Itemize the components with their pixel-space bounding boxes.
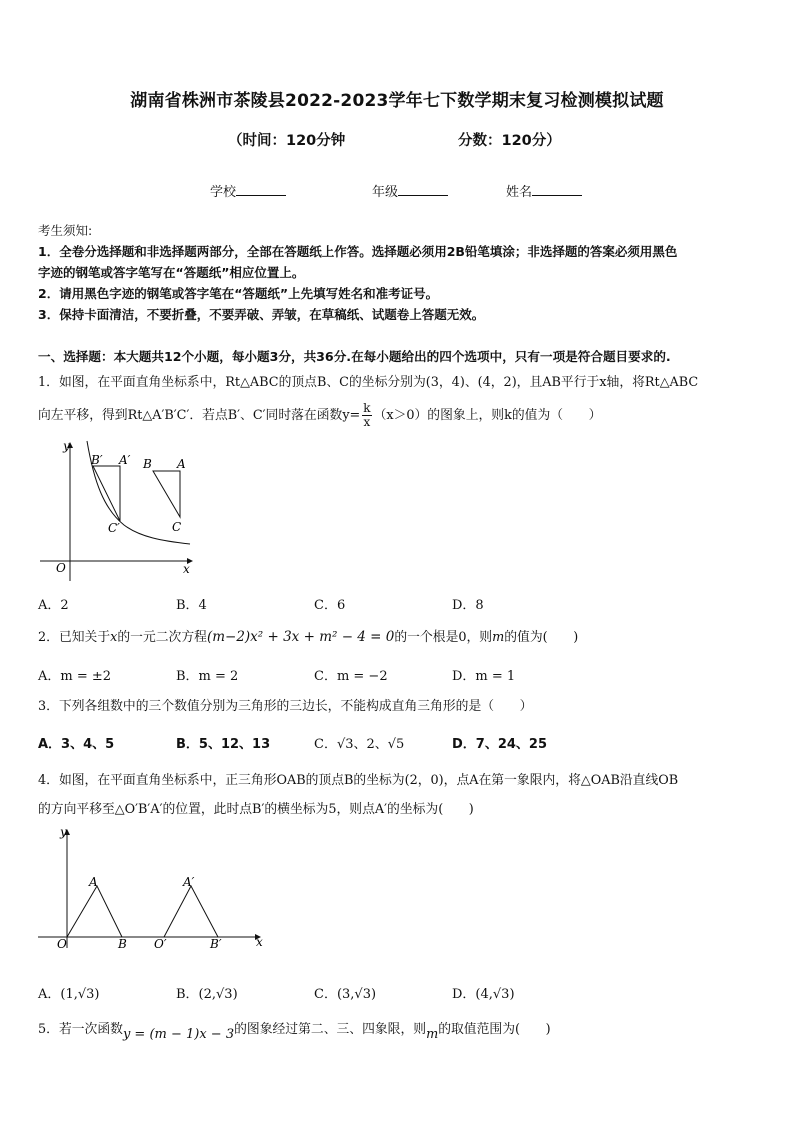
q1-line1: 1．如图，在平面直角坐标系中，Rt△ABC的顶点B、C的坐标分别为(3，4)、(4，2)，且AB平行于x轴，将Rt△ABC bbox=[38, 375, 699, 390]
q5-stem-part: 5．若一次函数 bbox=[38, 1022, 123, 1037]
q4-line1: 4．如图，在平面直角坐标系中，正三角形OAB的顶点B的坐标为(2，0)，点A在第一象限内，将△OAB沿直线OB bbox=[38, 773, 679, 788]
q1-label-x: x bbox=[183, 562, 190, 576]
q1-label-c1: C′ bbox=[108, 521, 120, 535]
name-blank[interactable] bbox=[532, 183, 582, 196]
q1-line2 bbox=[38, 402, 758, 429]
q4-label-a: A bbox=[89, 875, 98, 889]
grade-blank[interactable] bbox=[398, 183, 448, 196]
q4-label-y: y bbox=[60, 825, 67, 839]
q4-option-c[interactable]: C．(3,√3) bbox=[314, 987, 377, 1002]
notice-item: 1．全卷分选择题和非选择题两部分，全部在答题纸上作答。选择题必须用2B铅笔填涂；非选择题的答案必须用黑色 bbox=[38, 244, 678, 259]
name-field bbox=[506, 181, 582, 200]
q4-triangle bbox=[67, 886, 122, 937]
q4-line2: 的方向平移至△O′B′A′的位置，此时点B′的横坐标为5，则点A′的坐标为( ) bbox=[38, 802, 474, 817]
q3-option-b[interactable]: B．5、12、13 bbox=[176, 737, 271, 752]
notice-item: 字迹的钢笔或答字笔写在“答题纸”相应位置上。 bbox=[38, 265, 305, 280]
exam-score: 分数：120分） bbox=[458, 133, 561, 149]
q4-option-b[interactable]: B．(2,√3) bbox=[176, 987, 238, 1002]
notice-block bbox=[38, 220, 758, 325]
q1-label-a1: A′ bbox=[119, 453, 131, 467]
q2-stem-part: 的一个根是0，则 bbox=[394, 630, 493, 645]
q2-option-d[interactable]: D．m = 1 bbox=[452, 669, 516, 684]
notice-heading: 考生须知: bbox=[38, 223, 93, 238]
q4-label-a1: A′ bbox=[183, 875, 195, 889]
q5-equation: y = (m − 1)x − 3 bbox=[122, 1027, 235, 1042]
q4-triangle-prime bbox=[164, 886, 218, 937]
q5-stem-part: 的取值范围为( ) bbox=[438, 1022, 551, 1037]
notice-item: 3．保持卡面清洁，不要折叠，不要弄破、弄皱，在草稿纸、试题卷上答题无效。 bbox=[38, 307, 485, 322]
q3-option-a[interactable]: A．3、4、5 bbox=[38, 737, 115, 752]
section-heading: 一、选择题：本大题共12个小题，每小题3分，共36分.在每小题给出的四个选项中，只有一项是符合题目要求的. bbox=[38, 349, 671, 364]
q1-line2-part: （x＞0）的图象上，则k的值为（ ） bbox=[373, 408, 602, 423]
q2-stem bbox=[38, 627, 758, 648]
q1-triangle-prime bbox=[93, 466, 120, 521]
q2-option-a[interactable]: A．m = ±2 bbox=[38, 669, 112, 684]
q1-frac-num: k bbox=[363, 401, 371, 415]
grade-field bbox=[372, 181, 448, 200]
grade-label: 年级 bbox=[372, 185, 399, 200]
q2-option-c[interactable]: C．m = −2 bbox=[314, 669, 388, 684]
q1-figure bbox=[36, 437, 206, 587]
q2-option-b[interactable]: B．m = 2 bbox=[176, 669, 239, 684]
q1-fraction bbox=[362, 402, 371, 429]
q1-option-a[interactable]: A．2 bbox=[38, 598, 69, 613]
q1-option-b[interactable]: B．4 bbox=[176, 598, 207, 613]
q2-stem-part: 的一元二次方程 bbox=[117, 630, 207, 645]
q2-stem-part: 2．已知关于 bbox=[38, 630, 111, 645]
q1-label-y: y bbox=[63, 439, 70, 453]
q2-var-m: m bbox=[492, 630, 505, 645]
name-label: 姓名 bbox=[506, 185, 533, 200]
q1-option-d[interactable]: D．8 bbox=[452, 598, 484, 613]
q2-var-x: x bbox=[110, 630, 118, 645]
school-field bbox=[210, 181, 286, 200]
q1-label-b: B bbox=[143, 457, 152, 471]
q4-label-o1: O′ bbox=[154, 937, 167, 951]
q3-option-d[interactable]: D．7、24、25 bbox=[452, 737, 548, 752]
q1-option-c[interactable]: C．6 bbox=[314, 598, 346, 613]
q2-equation: (m−2)x² + 3x + m² − 4 = 0 bbox=[206, 629, 395, 645]
q4-label-x: x bbox=[256, 935, 263, 949]
q4-option-d[interactable]: D．(4,√3) bbox=[452, 987, 515, 1002]
q5-stem-part: 的图象经过第二、三、四象限，则 bbox=[234, 1022, 427, 1037]
school-label: 学校 bbox=[210, 185, 237, 200]
q4-label-b: B bbox=[118, 937, 127, 951]
q2-stem-part: 的值为( ) bbox=[504, 630, 579, 645]
q1-label-o: O bbox=[56, 561, 66, 575]
q1-triangle bbox=[153, 471, 180, 517]
q3-option-c[interactable]: C．√3、2、√5 bbox=[314, 737, 405, 752]
q4-label-o: O bbox=[57, 937, 67, 951]
q1-line2-part: 向左平移，得到Rt△A′B′C′．若点B′、C′同时落在函数y= bbox=[38, 408, 361, 423]
q1-frac-den: x bbox=[363, 415, 371, 429]
q1-label-b1: B′ bbox=[91, 453, 103, 467]
q4-label-b1: B′ bbox=[210, 937, 222, 951]
page-title: 湖南省株洲市茶陵县2022-2023学年七下数学期末复习检测模拟试题 bbox=[130, 91, 664, 111]
exam-time: （时间：120分钟 bbox=[228, 133, 346, 149]
q5-var-m: m bbox=[426, 1027, 439, 1042]
school-blank[interactable] bbox=[236, 183, 286, 196]
q5-stem bbox=[38, 1020, 758, 1040]
q1-label-c: C bbox=[172, 520, 182, 534]
notice-item: 2．请用黑色字迹的钢笔或答字笔在“答题纸”上先填写姓名和准考证号。 bbox=[38, 286, 439, 301]
q4-figure bbox=[34, 824, 274, 952]
q3-stem: 3．下列各组数中的三个数值分别为三角形的三边长，不能构成直角三角形的是（ ） bbox=[38, 699, 533, 714]
q4-option-a[interactable]: A．(1,√3) bbox=[38, 987, 100, 1002]
q1-label-a: A bbox=[177, 457, 186, 471]
